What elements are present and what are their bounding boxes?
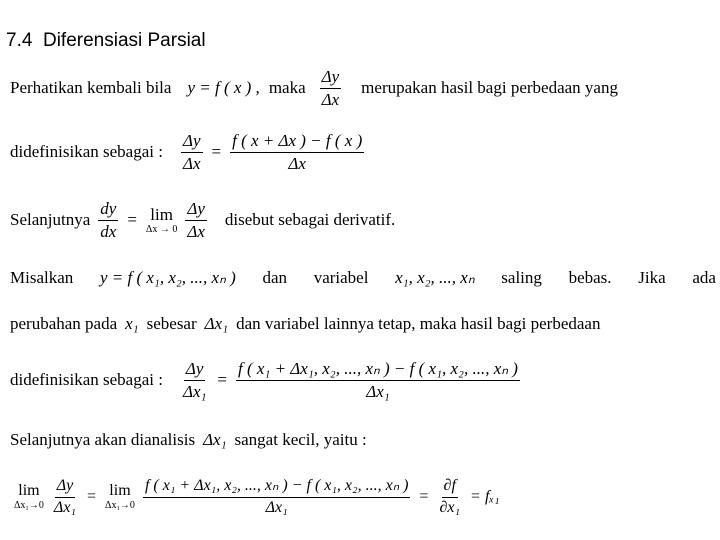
- limit-subscript: Δx → 0: [145, 223, 178, 235]
- text: variabel: [313, 268, 369, 287]
- numerator: f ( x + Δx ) − f ( x ): [230, 132, 364, 153]
- numerator: f ( x₁ + Δx₁, x₂, ..., xₙ ) − f ( x₁, x₂, ..., xₙ ): [236, 360, 520, 381]
- line-change: [10, 314, 716, 334]
- fraction-right: [230, 132, 364, 173]
- text: sebesar: [146, 314, 197, 333]
- line-definition-1: [10, 68, 716, 109]
- text: didefinisikan sebagai :: [10, 370, 163, 390]
- line-analysis: [10, 430, 716, 450]
- denominator: Δx: [187, 221, 205, 241]
- equals-sign: =: [419, 488, 429, 506]
- fraction-left: [181, 132, 203, 173]
- limit-subscript: Δx₁→0: [14, 500, 44, 512]
- text: dan variabel lainnya tetap, maka hasil bagi perbedaan: [236, 314, 601, 333]
- delta-variable: Δx₁: [203, 430, 227, 449]
- text: bebas.: [568, 268, 612, 287]
- limit: [105, 483, 135, 511]
- denominator: ∂x₁: [439, 498, 461, 516]
- numerator: dy: [98, 200, 118, 221]
- text: dan: [262, 268, 287, 287]
- text: sangat kecil, yaitu :: [234, 430, 367, 449]
- fraction-right: [185, 200, 207, 241]
- equals-sign: =: [211, 142, 222, 162]
- denominator: dx: [100, 221, 117, 241]
- delta-variable: Δx₁: [204, 314, 229, 333]
- denominator: Δx₁: [182, 381, 207, 401]
- limit: [14, 483, 44, 511]
- text: maka: [268, 78, 306, 98]
- line-derivative: [10, 200, 716, 241]
- text: didefinisikan sebagai :: [10, 142, 163, 162]
- fraction: [320, 68, 342, 109]
- equals-sign: =: [86, 488, 97, 506]
- limit-label: lim: [18, 482, 40, 500]
- text: Misalkan: [10, 268, 74, 287]
- variable: x₁: [125, 314, 139, 333]
- equals-sign: =: [471, 488, 481, 506]
- line-definition-2: [10, 132, 716, 173]
- fraction: [52, 478, 78, 517]
- equation: y = f ( x ) ,: [187, 78, 260, 98]
- partial-notation: fₓ₁: [485, 488, 500, 506]
- denominator: Δx: [288, 153, 306, 173]
- equals-sign: =: [127, 210, 137, 230]
- text: disebut sebagai derivatif.: [224, 210, 396, 230]
- text: Selanjutnya akan dianalisis: [10, 430, 196, 449]
- line-definition-3: [10, 360, 716, 401]
- fraction-right: [236, 360, 520, 401]
- equation: y = f ( x₁, x₂, ..., xₙ ): [99, 268, 236, 287]
- limit-label: lim: [150, 204, 173, 224]
- limit-subscript: Δx₁→0: [105, 500, 135, 512]
- text: Jika: [638, 268, 666, 287]
- text: Selanjutnya: [10, 210, 91, 230]
- denominator: Δx: [321, 89, 340, 109]
- fraction-left: [98, 200, 118, 241]
- equals-sign: =: [217, 370, 227, 390]
- text: perubahan pada: [10, 314, 118, 333]
- variables: x₁, x₂, ..., xₙ: [395, 268, 475, 287]
- numerator: Δy: [320, 68, 342, 89]
- denominator: Δx: [182, 153, 201, 173]
- text: Perhatikan kembali bila: [10, 78, 172, 98]
- partial-fraction: [437, 478, 462, 517]
- limit: [146, 206, 177, 235]
- numerator: Δy: [184, 360, 206, 381]
- page-title: 7.4 Diferensiasi Parsial: [6, 30, 206, 51]
- fraction: [143, 478, 410, 517]
- line-partial-derivative: [10, 478, 716, 517]
- numerator: Δy: [181, 132, 203, 153]
- numerator: Δy: [185, 200, 207, 221]
- fraction-left: [181, 360, 208, 401]
- denominator: Δx₁: [53, 498, 76, 516]
- line-suppose: [10, 268, 716, 288]
- denominator: Δx₁: [265, 498, 288, 516]
- text: saling: [501, 268, 542, 287]
- numerator: f ( x₁ + Δx₁, x₂, ..., xₙ ) − f ( x₁, x₂, ..., xₙ ): [143, 478, 410, 498]
- text: ada: [692, 268, 716, 287]
- limit-label: lim: [109, 482, 131, 500]
- numerator: ∂f: [442, 478, 458, 498]
- text: merupakan hasil bagi perbedaan yang: [361, 78, 618, 98]
- denominator: Δx₁: [366, 381, 390, 401]
- numerator: Δy: [55, 478, 76, 498]
